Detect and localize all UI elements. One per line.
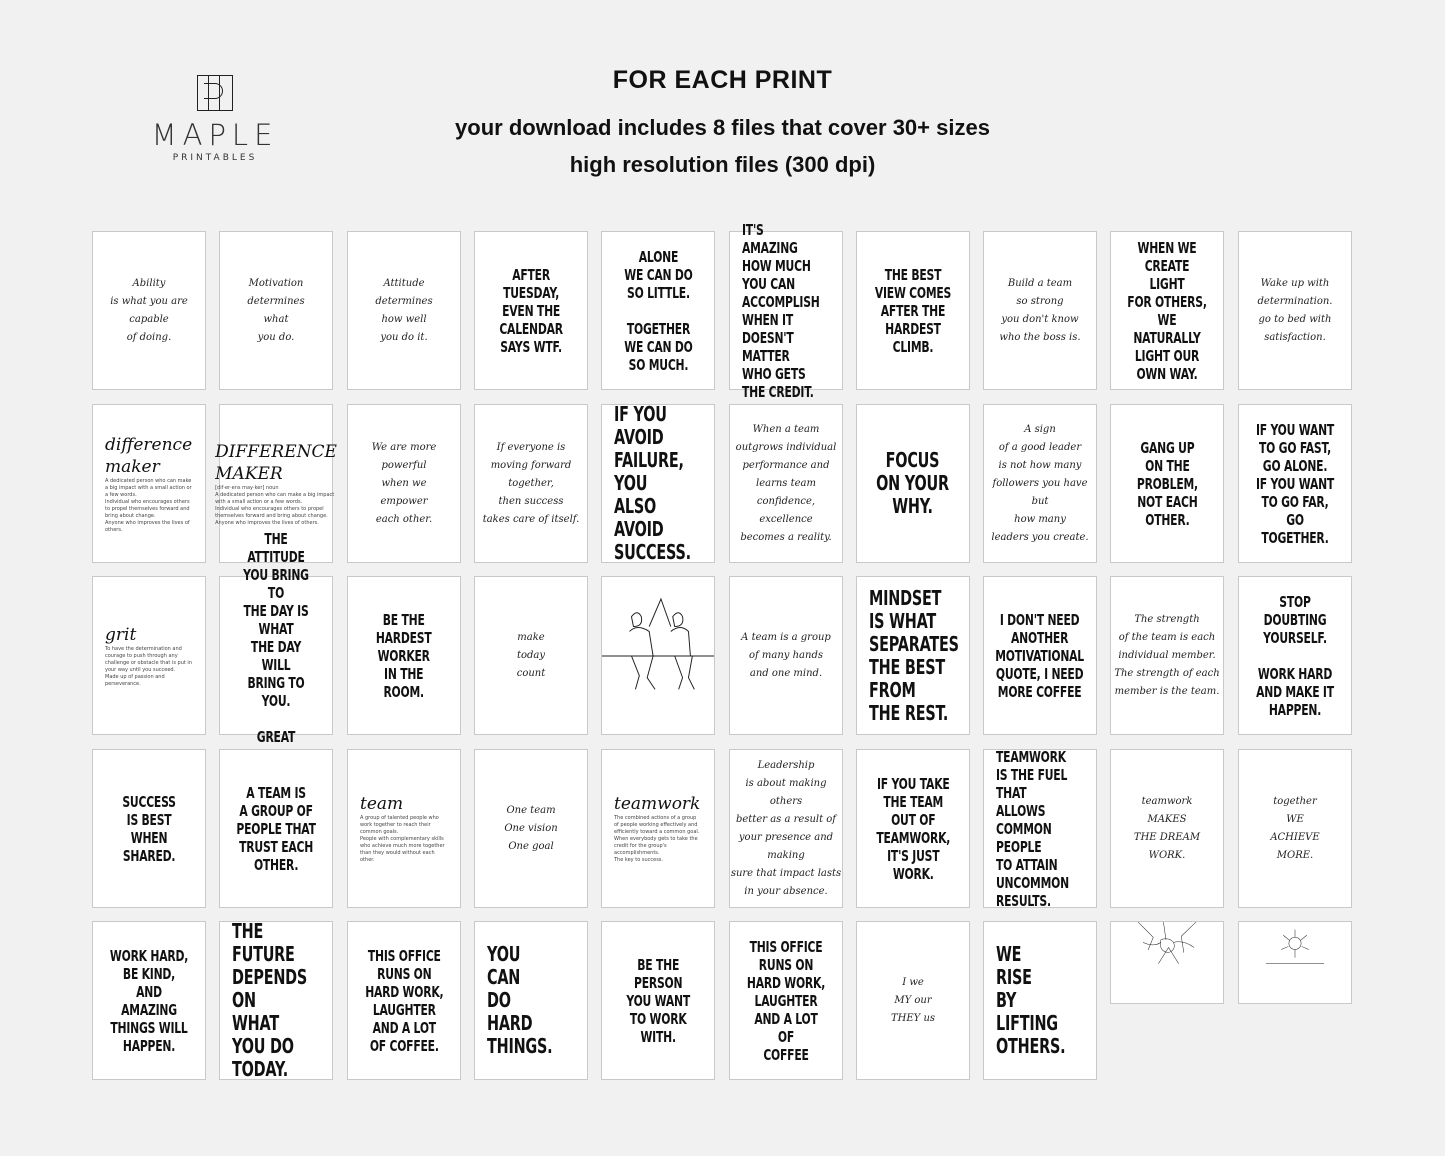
print-quote: teamwork MAKES THE DREAM WORK. — [1133, 795, 1201, 861]
print-definition-title: teamwork — [614, 794, 701, 814]
line-drawing-illustration — [1111, 922, 1223, 1003]
print-card[interactable] — [347, 576, 461, 735]
print-quote — [93, 624, 205, 688]
print-card[interactable] — [983, 231, 1097, 390]
print-quote: Motivation determines what you do. — [247, 277, 305, 343]
print-quote: Ability is what you are capable of doing. — [110, 277, 188, 343]
print-card[interactable] — [856, 921, 970, 1080]
print-card[interactable] — [474, 404, 588, 563]
print-card[interactable] — [856, 576, 970, 735]
print-card[interactable] — [1238, 749, 1352, 908]
print-card[interactable] — [92, 749, 206, 908]
print-card[interactable] — [474, 749, 588, 908]
print-card[interactable] — [1110, 749, 1224, 908]
print-card[interactable] — [219, 231, 333, 390]
print-card[interactable] — [1110, 404, 1224, 563]
print-card[interactable] — [856, 231, 970, 390]
print-card[interactable] — [92, 576, 206, 735]
print-quote: IF YOU AVOID FAILURE, YOU ALSO AVOID SUCCESS. — [614, 402, 691, 564]
print-card[interactable] — [983, 921, 1097, 1080]
print-quote: Wake up with determination. go to bed with satisfaction. — [1257, 277, 1333, 343]
print-card[interactable] — [347, 749, 461, 908]
print-card[interactable] — [474, 921, 588, 1080]
print-card[interactable] — [1238, 231, 1352, 390]
line-drawing-illustration — [1239, 922, 1351, 1003]
brand-name: MAPLE — [151, 118, 279, 152]
print-card[interactable] — [219, 529, 333, 746]
print-definition-title: difference maker — [105, 434, 193, 477]
print-definition-body: The combined actions of a group of people working effectively and efficiently toward a common goal. When everybody gets to take the credit for the group's accomplishments. The key to success. — [614, 815, 700, 863]
print-quote: WE RISE BY LIFTING OTHERS. — [996, 942, 1066, 1058]
print-quote: One team One vision One goal — [504, 804, 558, 852]
print-quote: STOP DOUBTING YOURSELF. WORK HARD AND MAKE IT HAPPEN. — [1256, 592, 1334, 719]
print-card[interactable] — [1110, 921, 1224, 1004]
print-card[interactable] — [347, 921, 461, 1080]
header-line-2: high resolution files (300 dpi) — [569, 152, 876, 177]
print-card[interactable] — [601, 231, 715, 390]
print-quote: MINDSET IS WHAT SEPARATES THE BEST FROM THE REST. — [869, 585, 959, 725]
print-definition-title: DIFFERENCE MAKER — [215, 441, 337, 484]
print-quote: If everyone is moving forward together, then success takes care of itself. — [482, 441, 580, 525]
print-quote — [348, 793, 460, 864]
print-card[interactable] — [92, 921, 206, 1080]
print-quote: WHEN WE CREATE LIGHT FOR OTHERS, WE NATURALLY LIGHT OUR OWN WAY. — [1127, 238, 1207, 383]
brand-subtitle: PRINTABLES — [172, 153, 258, 163]
print-quote: IF YOU TAKE THE TEAM OUT OF TEAMWORK, IT'S JUST WORK. — [876, 774, 950, 883]
print-quote: THE BEST VIEW COMES AFTER THE HARDEST CLIMB. — [874, 265, 952, 356]
print-quote: GANG UP ON THE PROBLEM, NOT EACH OTHER. — [1136, 438, 1198, 529]
print-card[interactable] — [92, 231, 206, 390]
print-definition-title: grit — [105, 624, 137, 645]
print-quote: ALONE WE CAN DO SO LITTLE. TOGETHER WE CAN DO SO MUCH. — [623, 247, 693, 374]
print-card[interactable] — [729, 404, 843, 563]
print-quote: A sign of a good leader is not how many followers you have but how many leaders you create. — [991, 423, 1089, 543]
prints-grid — [92, 220, 1353, 1083]
print-quote: A team is a group of many hands and one mind. — [741, 631, 831, 679]
print-quote: together WE ACHIEVE MORE. — [1270, 795, 1320, 861]
line-drawing-illustration — [602, 577, 714, 734]
print-quote: I DON'T NEED ANOTHER MOTIVATIONAL QUOTE, I NEED MORE COFFEE — [995, 610, 1085, 701]
print-quote: Attitude determines how well you do it. — [375, 277, 433, 343]
header — [300, 63, 1145, 183]
print-card[interactable] — [474, 576, 588, 735]
print-card[interactable] — [856, 749, 970, 908]
print-quote: THIS OFFICE RUNS ON HARD WORK, LAUGHTER AND A LOT OF COFFEE. — [364, 946, 444, 1055]
print-definition-body: A dedicated person who can make a big impact with a small action or a few words. Individual who encourages others to propel themselves forward and bring about change. Anyone who improves the lives of others. — [105, 477, 192, 533]
print-card[interactable] — [474, 231, 588, 390]
print-quote: Build a team so strong you don't know who the boss is. — [999, 277, 1081, 343]
print-quote: BE THE HARDEST WORKER IN THE ROOM. — [376, 610, 432, 701]
print-quote: TEAMWORK IS THE FUEL THAT ALLOWS COMMON PEOPLE TO ATTAIN UNCOMMON RESULTS. — [996, 747, 1069, 910]
print-quote — [203, 441, 349, 527]
print-quote: We are more powerful when we empower each other. — [371, 441, 437, 525]
print-definition-body: To have the determination and courage to push through any challenge or obstacle that is put in your way until you succeed. Made up of passion and perseverance. — [105, 645, 192, 687]
print-quote: make today count — [516, 631, 546, 679]
print-card[interactable] — [1238, 921, 1352, 1004]
print-quote: I we MY our THEY us — [890, 976, 936, 1024]
print-card[interactable] — [983, 576, 1097, 735]
print-card[interactable] — [729, 576, 843, 735]
header-title: FOR EACH PRINT — [612, 66, 833, 94]
print-card[interactable] — [601, 576, 715, 735]
print-definition-body: [dif·er·ens may·ker] noun A dedicated person who can make a big impact with a small action or a few words. Individual who encourages others to propel themselves forward and bring about change. Anyone who improves the lives of others. — [215, 484, 335, 526]
print-quote: IF YOU WANT TO GO FAST, GO ALONE. IF YOU WANT TO GO FAR, GO TOGETHER. — [1255, 420, 1335, 547]
print-card[interactable] — [1238, 576, 1352, 735]
header-line-1: your download includes 8 files that cover 30+ sizes — [455, 115, 990, 140]
print-quote: BE THE PERSON YOU WANT TO WORK WITH. — [626, 955, 690, 1046]
print-quote: SUCCESS IS BEST WHEN SHARED. — [122, 792, 176, 865]
print-quote: A TEAM IS A GROUP OF PEOPLE THAT TRUST EACH OTHER. — [236, 783, 316, 874]
print-quote: THE FUTURE DEPENDS ON WHAT YOU DO TODAY. — [232, 919, 308, 1081]
print-quote: YOU CAN DO HARD THINGS. — [487, 942, 553, 1058]
print-quote: WORK HARD, BE KIND, AND AMAZING THINGS WILL HAPPEN. — [109, 946, 189, 1055]
print-definition-body: A group of talented people who work together to reach their common goals. People with complementary skills who achieve much more together than they would without each other. — [360, 815, 445, 863]
print-quote: THIS OFFICE RUNS ON HARD WORK, LAUGHTER AND A LOT OF COFFEE — [746, 937, 826, 1064]
print-quote: IT'S AMAZING HOW MUCH YOU CAN ACCOMPLISH WHEN IT DOESN'T MATTER WHO GETS THE CREDIT. — [742, 220, 820, 401]
print-card[interactable] — [601, 921, 715, 1080]
brand-logo — [140, 75, 290, 163]
print-card[interactable] — [729, 220, 843, 401]
print-card[interactable] — [601, 404, 715, 563]
print-quote: FOCUS ON YOUR WHY. — [876, 448, 950, 518]
print-card[interactable] — [347, 231, 461, 390]
print-quote: AFTER TUESDAY, EVEN THE CALENDAR SAYS WTF. — [499, 265, 563, 356]
maple-logo-icon — [197, 75, 233, 111]
print-card[interactable] — [92, 404, 206, 563]
print-card[interactable] — [219, 749, 333, 908]
print-card[interactable] — [1110, 576, 1224, 735]
print-card[interactable] — [729, 749, 843, 908]
print-quote — [602, 793, 714, 864]
print-quote: When a team outgrows individual performance and learns team confidence, excellence becomes a reality. — [735, 423, 837, 543]
print-quote: The strength of the team is each individual member. The strength of each member is the team. — [1114, 613, 1220, 697]
print-card[interactable] — [601, 749, 715, 908]
print-card[interactable] — [1110, 231, 1224, 390]
print-definition-title: team — [360, 794, 404, 814]
print-card[interactable] — [1238, 404, 1352, 563]
print-card[interactable] — [983, 404, 1097, 563]
print-card[interactable] — [856, 404, 970, 563]
print-card[interactable] — [729, 921, 843, 1080]
print-quote — [93, 434, 205, 534]
print-card[interactable] — [219, 921, 333, 1080]
print-card[interactable] — [347, 404, 461, 563]
print-card[interactable] — [983, 749, 1097, 908]
print-quote: THE ATTITUDE YOU BRING TO THE DAY IS WHAT THE DAY WILL BRING TO YOU. GREAT — [243, 529, 309, 746]
print-quote: Leadership is about making others better as a result of your presence and making sure that impact lasts in your absence. — [730, 759, 842, 897]
